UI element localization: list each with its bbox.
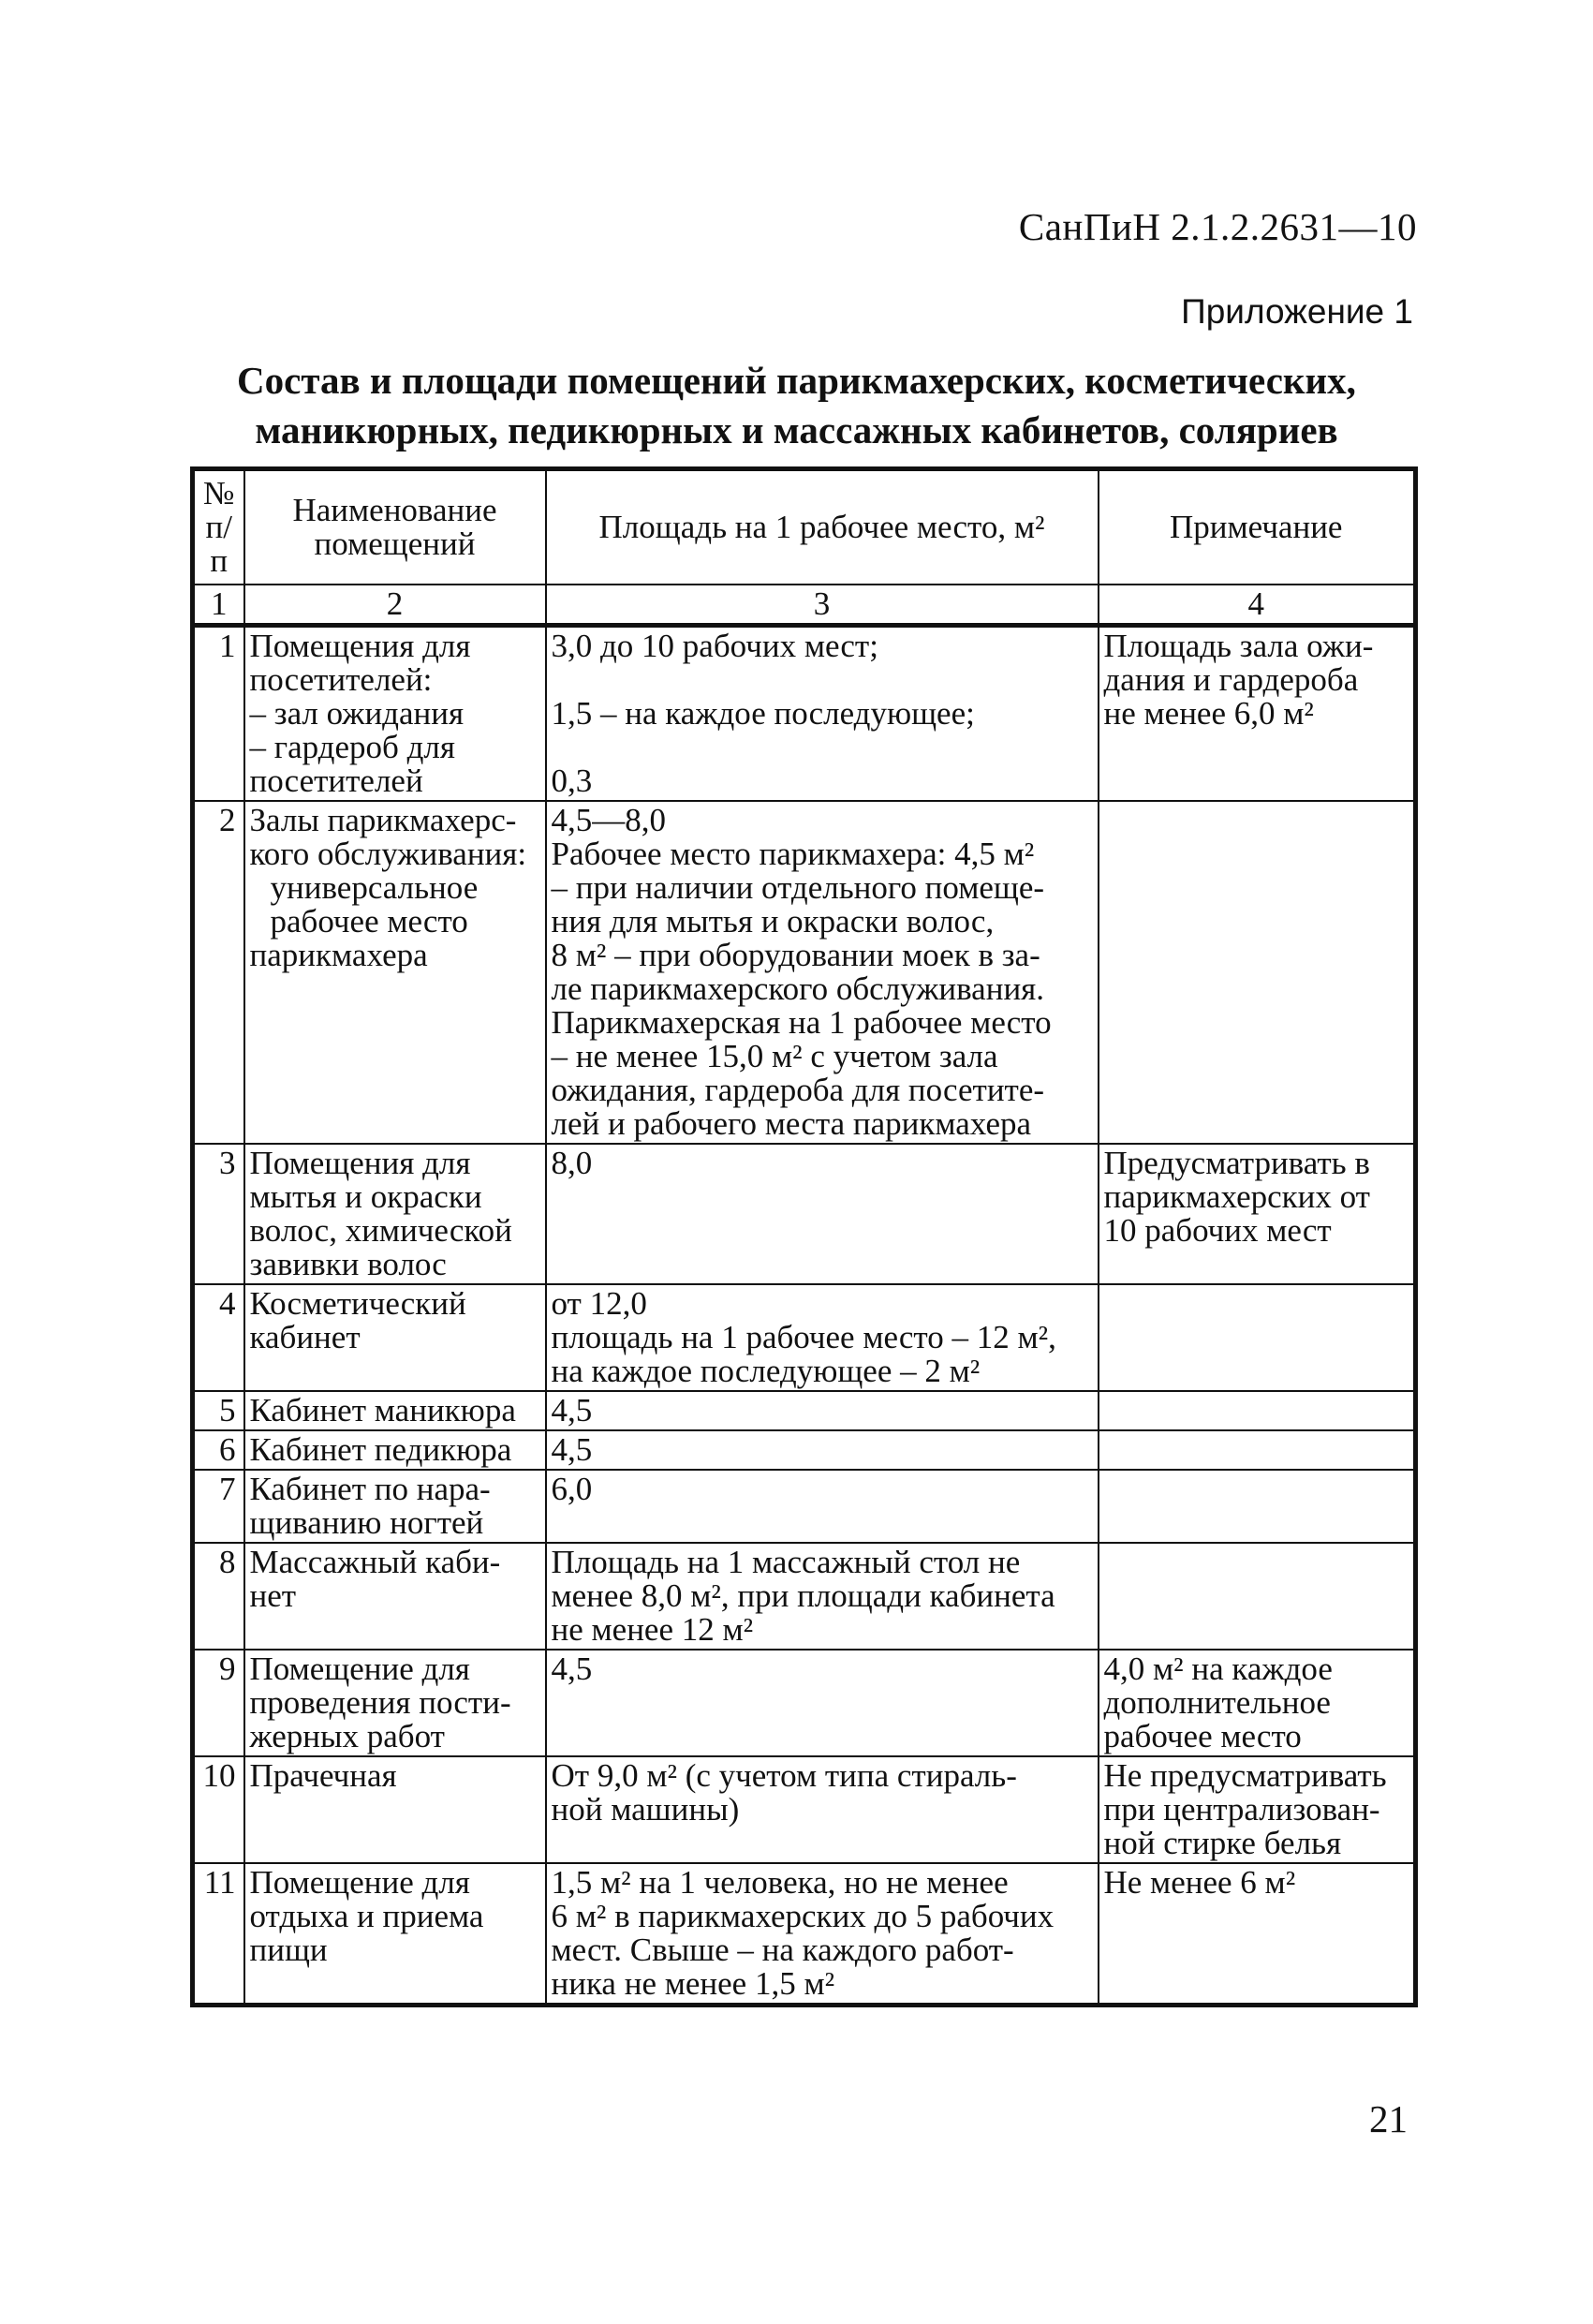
- name-line: Помещения для: [249, 1145, 471, 1181]
- cell-note: [1099, 1863, 1416, 2006]
- name-line: жерных работ: [249, 1718, 445, 1754]
- row-number: 1: [193, 626, 244, 802]
- area-line: 8 м² – при оборудовании моек в за-: [551, 937, 1040, 973]
- name-line: – гардероб для: [249, 729, 455, 765]
- table-row: [193, 1144, 1416, 1284]
- name-line: мытья и окраски: [249, 1178, 482, 1215]
- area-line: ния для мытья и окраски волос,: [551, 903, 995, 940]
- note-line: ной стирке белья: [1103, 1825, 1342, 1861]
- cell-area: [546, 1543, 1099, 1650]
- name-line: Прачечная: [249, 1757, 397, 1794]
- name-line: кабинет: [249, 1319, 361, 1355]
- area-line: на каждое последующее – 2 м²: [551, 1353, 981, 1389]
- cell-name: [244, 626, 546, 802]
- table-row: [193, 1430, 1416, 1470]
- area-line: – не менее 15,0 м² с учетом зала: [551, 1038, 998, 1074]
- name-line: рабочее место: [270, 903, 468, 940]
- area-line: ле парикмахерского обслуживания.: [551, 970, 1045, 1007]
- area-line: 4,5—8,0: [551, 802, 666, 838]
- title-line: маникюрных, педикюрных и массажных кабинетов, соляриев: [255, 408, 1338, 451]
- cell-note: [1099, 1470, 1416, 1543]
- name-line: Кабинет по нара-: [249, 1471, 491, 1507]
- name-line: Массажный каби-: [249, 1544, 501, 1580]
- area-line: ной машины): [551, 1791, 740, 1828]
- area-line: 0,3: [551, 762, 593, 799]
- note-line: Предусматривать в: [1103, 1145, 1370, 1181]
- area-line: мест. Свыше – на каждого работ-: [551, 1932, 1014, 1968]
- name-line: Косметический: [249, 1285, 466, 1322]
- name-line: щиванию ногтей: [249, 1504, 484, 1541]
- area-line: 4,5: [551, 1392, 593, 1428]
- page-number: 21: [1369, 2097, 1408, 2140]
- area-line: – при наличии отдельного помеще-: [551, 869, 1045, 906]
- table-body: [193, 626, 1416, 2006]
- area-line: 6,0: [551, 1471, 593, 1507]
- cell-note: [1099, 1284, 1416, 1391]
- column-number: 2: [244, 585, 546, 626]
- cell-area: [546, 1863, 1099, 2006]
- header-note: Примечание: [1099, 469, 1416, 585]
- note-line: при централизован-: [1103, 1791, 1380, 1828]
- table-row: [193, 1470, 1416, 1543]
- area-line: Парикмахерская на 1 рабочее место: [551, 1004, 1052, 1041]
- cell-note: [1099, 801, 1416, 1144]
- name-line: завивки волос: [249, 1246, 447, 1282]
- area-line: 1,5 – на каждое последующее;: [551, 695, 975, 732]
- cell-area: [546, 1650, 1099, 1756]
- area-line: 4,5: [551, 1650, 593, 1687]
- row-number: 7: [193, 1470, 244, 1543]
- area-line: 1,5 м² на 1 человека, но не менее: [551, 1864, 1009, 1901]
- area-line: 4,5: [551, 1431, 593, 1468]
- cell-note: [1099, 626, 1416, 802]
- name-line: Помещение для: [249, 1864, 470, 1901]
- name-line: проведения пости-: [249, 1684, 511, 1721]
- column-number: 1: [193, 585, 244, 626]
- name-line: нет: [249, 1577, 297, 1614]
- cell-area: [546, 1470, 1099, 1543]
- name-line: Залы парикмахерс-: [249, 802, 517, 838]
- cell-name: [244, 1650, 546, 1756]
- note-line: дания и гардероба: [1103, 661, 1359, 698]
- area-line: ожидания, гардероба для посетите-: [551, 1072, 1045, 1108]
- cell-area: [546, 801, 1099, 1144]
- cell-note: [1099, 1756, 1416, 1863]
- title-line: Состав и площади помещений парикмахерских, косметических,: [237, 359, 1356, 402]
- area-line: От 9,0 м² (с учетом типа стираль-: [551, 1757, 1017, 1794]
- header-name: Наименование помещений: [244, 469, 546, 585]
- cell-area: [546, 1391, 1099, 1430]
- cell-name: [244, 1391, 546, 1430]
- name-line: Кабинет маникюра: [249, 1392, 516, 1428]
- cell-name: [244, 1863, 546, 2006]
- cell-note: [1099, 1430, 1416, 1470]
- header-num: № п/п: [193, 469, 244, 585]
- cell-area: [546, 1144, 1099, 1284]
- cell-note: [1099, 1144, 1416, 1284]
- table-row: [193, 1863, 1416, 2006]
- name-line: Помещение для: [249, 1650, 470, 1687]
- table-row: [193, 1284, 1416, 1391]
- name-line: парикмахера: [249, 937, 428, 973]
- cell-note: [1099, 1543, 1416, 1650]
- name-line: отдыха и приема: [249, 1898, 484, 1934]
- name-line: посетителей: [249, 762, 423, 799]
- name-line: волос, химической: [249, 1212, 512, 1249]
- area-line: Рабочее место парикмахера: 4,5 м²: [551, 836, 1035, 872]
- row-number: 11: [193, 1863, 244, 2006]
- row-number: 10: [193, 1756, 244, 1863]
- column-number: 4: [1099, 585, 1416, 626]
- page-title: [0, 356, 1593, 455]
- note-line: не менее 6,0 м²: [1103, 695, 1314, 732]
- note-line: 10 рабочих мест: [1103, 1212, 1332, 1249]
- cell-name: [244, 1470, 546, 1543]
- row-number: 8: [193, 1543, 244, 1650]
- name-line: кого обслуживания:: [249, 836, 527, 872]
- cell-name: [244, 1430, 546, 1470]
- table-header-row: [193, 469, 1416, 585]
- cell-name: [244, 1144, 546, 1284]
- table-row: [193, 1543, 1416, 1650]
- cell-note: [1099, 1650, 1416, 1756]
- note-line: парикмахерских от: [1103, 1178, 1370, 1215]
- row-number: 5: [193, 1391, 244, 1430]
- cell-area: [546, 626, 1099, 802]
- name-line: – зал ожидания: [249, 695, 465, 732]
- area-line: 3,0 до 10 рабочих мест;: [551, 628, 878, 664]
- row-number: 4: [193, 1284, 244, 1391]
- note-line: 4,0 м² на каждое: [1103, 1650, 1333, 1687]
- header-area: Площадь на 1 рабочее место, м²: [546, 469, 1099, 585]
- cell-area: [546, 1284, 1099, 1391]
- cell-name: [244, 801, 546, 1144]
- note-line: дополнительное: [1103, 1684, 1331, 1721]
- note-line: рабочее место: [1103, 1718, 1302, 1754]
- document-code: СанПиН 2.1.2.2631—10: [1018, 205, 1417, 248]
- area-line: [552, 731, 1093, 764]
- table-row: [193, 1650, 1416, 1756]
- area-line: площадь на 1 рабочее место – 12 м²,: [551, 1319, 1056, 1355]
- area-line: лей и рабочего места парикмахера: [551, 1105, 1032, 1142]
- row-number: 3: [193, 1144, 244, 1284]
- table-row: [193, 1756, 1416, 1863]
- cell-name: [244, 1756, 546, 1863]
- column-number-row: [193, 585, 1416, 626]
- area-line: от 12,0: [551, 1285, 647, 1322]
- name-line: Помещения для: [249, 628, 471, 664]
- cell-area: [546, 1430, 1099, 1470]
- area-line: 8,0: [551, 1145, 593, 1181]
- note-line: Не предусматривать: [1103, 1757, 1387, 1794]
- cell-name: [244, 1543, 546, 1650]
- name-line: пищи: [249, 1932, 328, 1968]
- name-line: посетителей:: [249, 661, 433, 698]
- row-number: 6: [193, 1430, 244, 1470]
- area-line: не менее 12 м²: [551, 1611, 754, 1648]
- cell-note: [1099, 1391, 1416, 1430]
- area-line: [552, 663, 1093, 697]
- cell-area: [546, 1756, 1099, 1863]
- note-line: Не менее 6 м²: [1103, 1864, 1296, 1901]
- area-line: ника не менее 1,5 м²: [551, 1965, 835, 2002]
- area-line: Площадь на 1 массажный стол не: [551, 1544, 1021, 1580]
- note-line: Площадь зала ожи-: [1103, 628, 1374, 664]
- appendix-label: Приложение 1: [1181, 292, 1413, 331]
- column-number: 3: [546, 585, 1099, 626]
- cell-name: [244, 1284, 546, 1391]
- name-line: Кабинет педикюра: [249, 1431, 512, 1468]
- area-line: менее 8,0 м², при площади кабинета: [551, 1577, 1055, 1614]
- table-row: [193, 1391, 1416, 1430]
- row-number: 9: [193, 1650, 244, 1756]
- row-number: 2: [193, 801, 244, 1144]
- rooms-table: [190, 466, 1418, 2007]
- name-line: универсальное: [270, 869, 479, 906]
- table-row: [193, 626, 1416, 802]
- area-line: 6 м² в парикмахерских до 5 рабочих: [551, 1898, 1055, 1934]
- table-row: [193, 801, 1416, 1144]
